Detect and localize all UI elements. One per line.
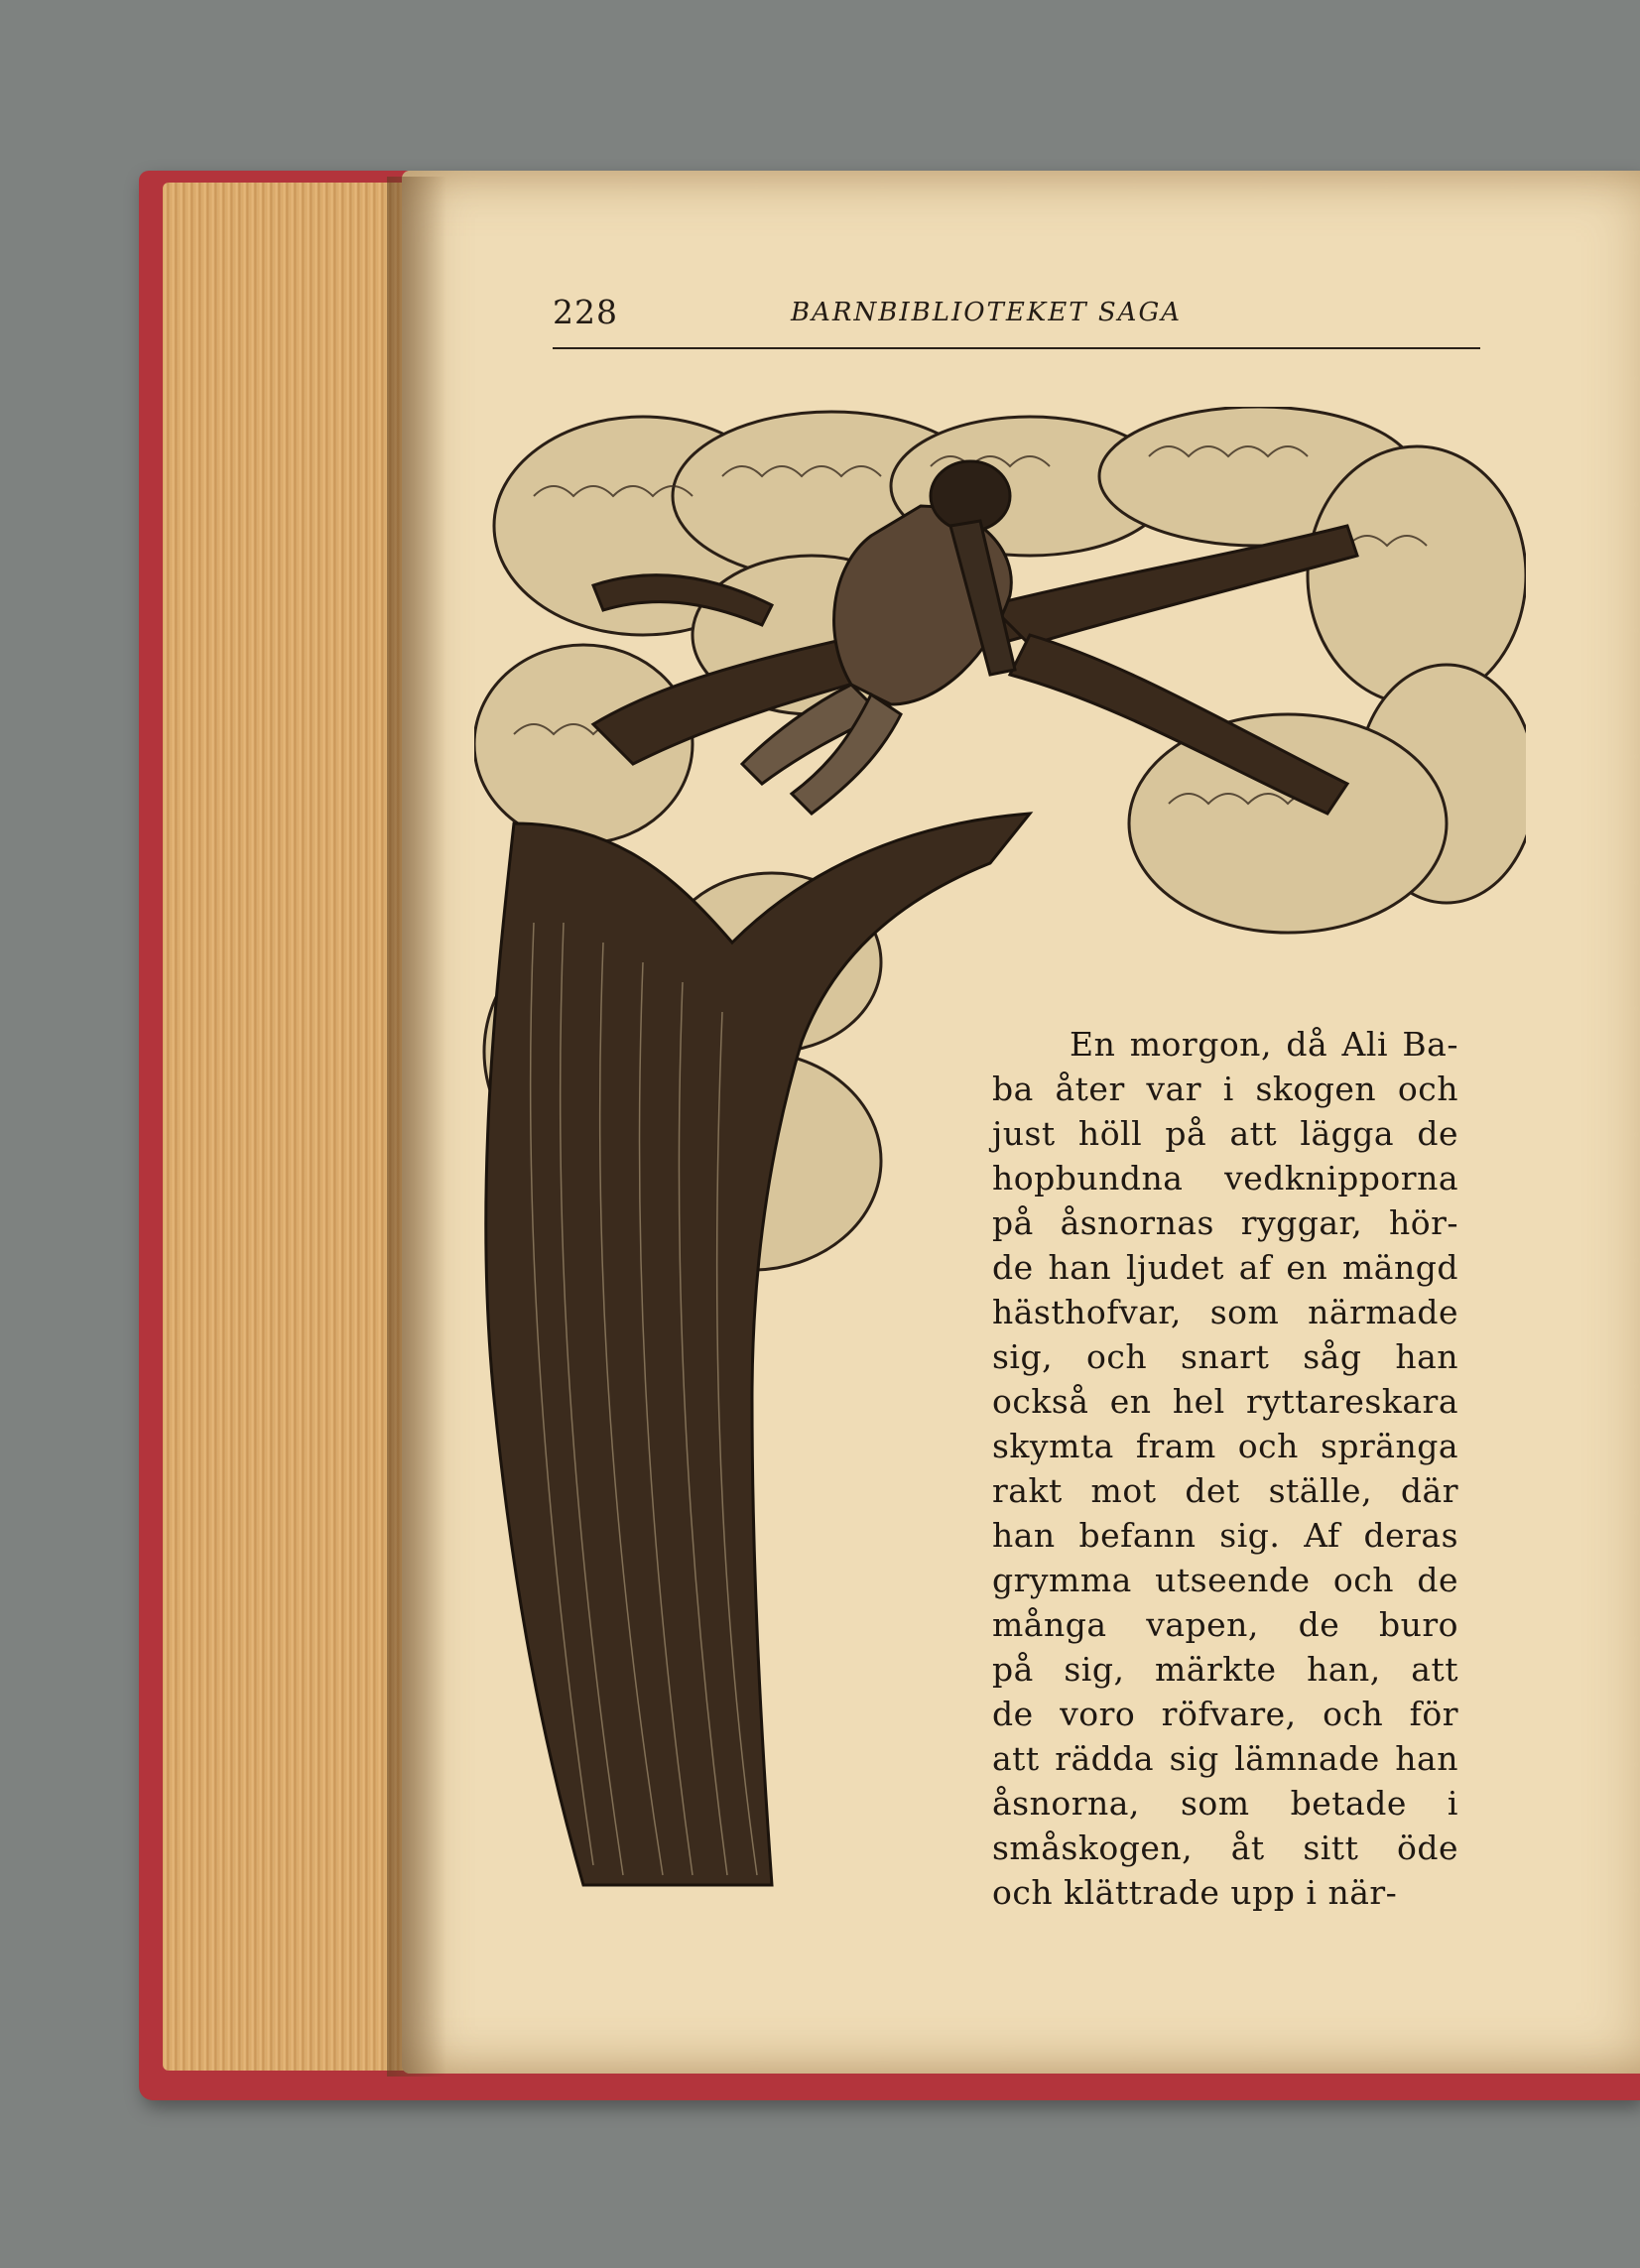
text-line: de voro röfvare, och för <box>992 1695 1458 1733</box>
body-text <box>992 1022 1458 1915</box>
spine-shadow <box>387 177 446 2077</box>
text-line: sig, och snart såg han <box>992 1337 1458 1376</box>
text-line: grymma utseende och de <box>992 1561 1458 1599</box>
text-line: hästhofvar, som närmade <box>992 1293 1458 1331</box>
header-rule <box>553 347 1480 349</box>
page-edges <box>163 183 411 2071</box>
text-line: hopbundna vedknipporna <box>992 1159 1458 1197</box>
text-line: En morgon, då Ali Ba- <box>1070 1025 1458 1064</box>
text-line: rakt mot det ställe, där <box>992 1471 1458 1510</box>
text-line: på åsnornas ryggar, hör- <box>992 1203 1458 1242</box>
text-line: han befann sig. Af deras <box>992 1516 1458 1555</box>
page-header <box>409 288 1480 351</box>
text-line: småskogen, åt sitt öde <box>992 1828 1458 1867</box>
text-line: många vapen, de buro <box>992 1605 1458 1644</box>
running-title: BARNBIBLIOTEKET SAGA <box>791 298 1183 327</box>
text-line: också en hel ryttareskara <box>992 1382 1458 1421</box>
text-line: skymta fram och spränga <box>992 1427 1458 1465</box>
text-line: åsnorna, som betade i <box>992 1784 1458 1823</box>
text-line: de han ljudet af en mängd <box>992 1248 1458 1287</box>
text-line: på sig, märkte han, att <box>992 1650 1458 1689</box>
text-line: att rädda sig lämnade han <box>992 1739 1458 1778</box>
text-line: och klättrade upp i när- <box>992 1873 1398 1912</box>
text-line: just höll på att lägga de <box>992 1114 1458 1153</box>
text-line: ba åter var i skogen och <box>992 1070 1458 1108</box>
page-number: 228 <box>553 293 618 331</box>
